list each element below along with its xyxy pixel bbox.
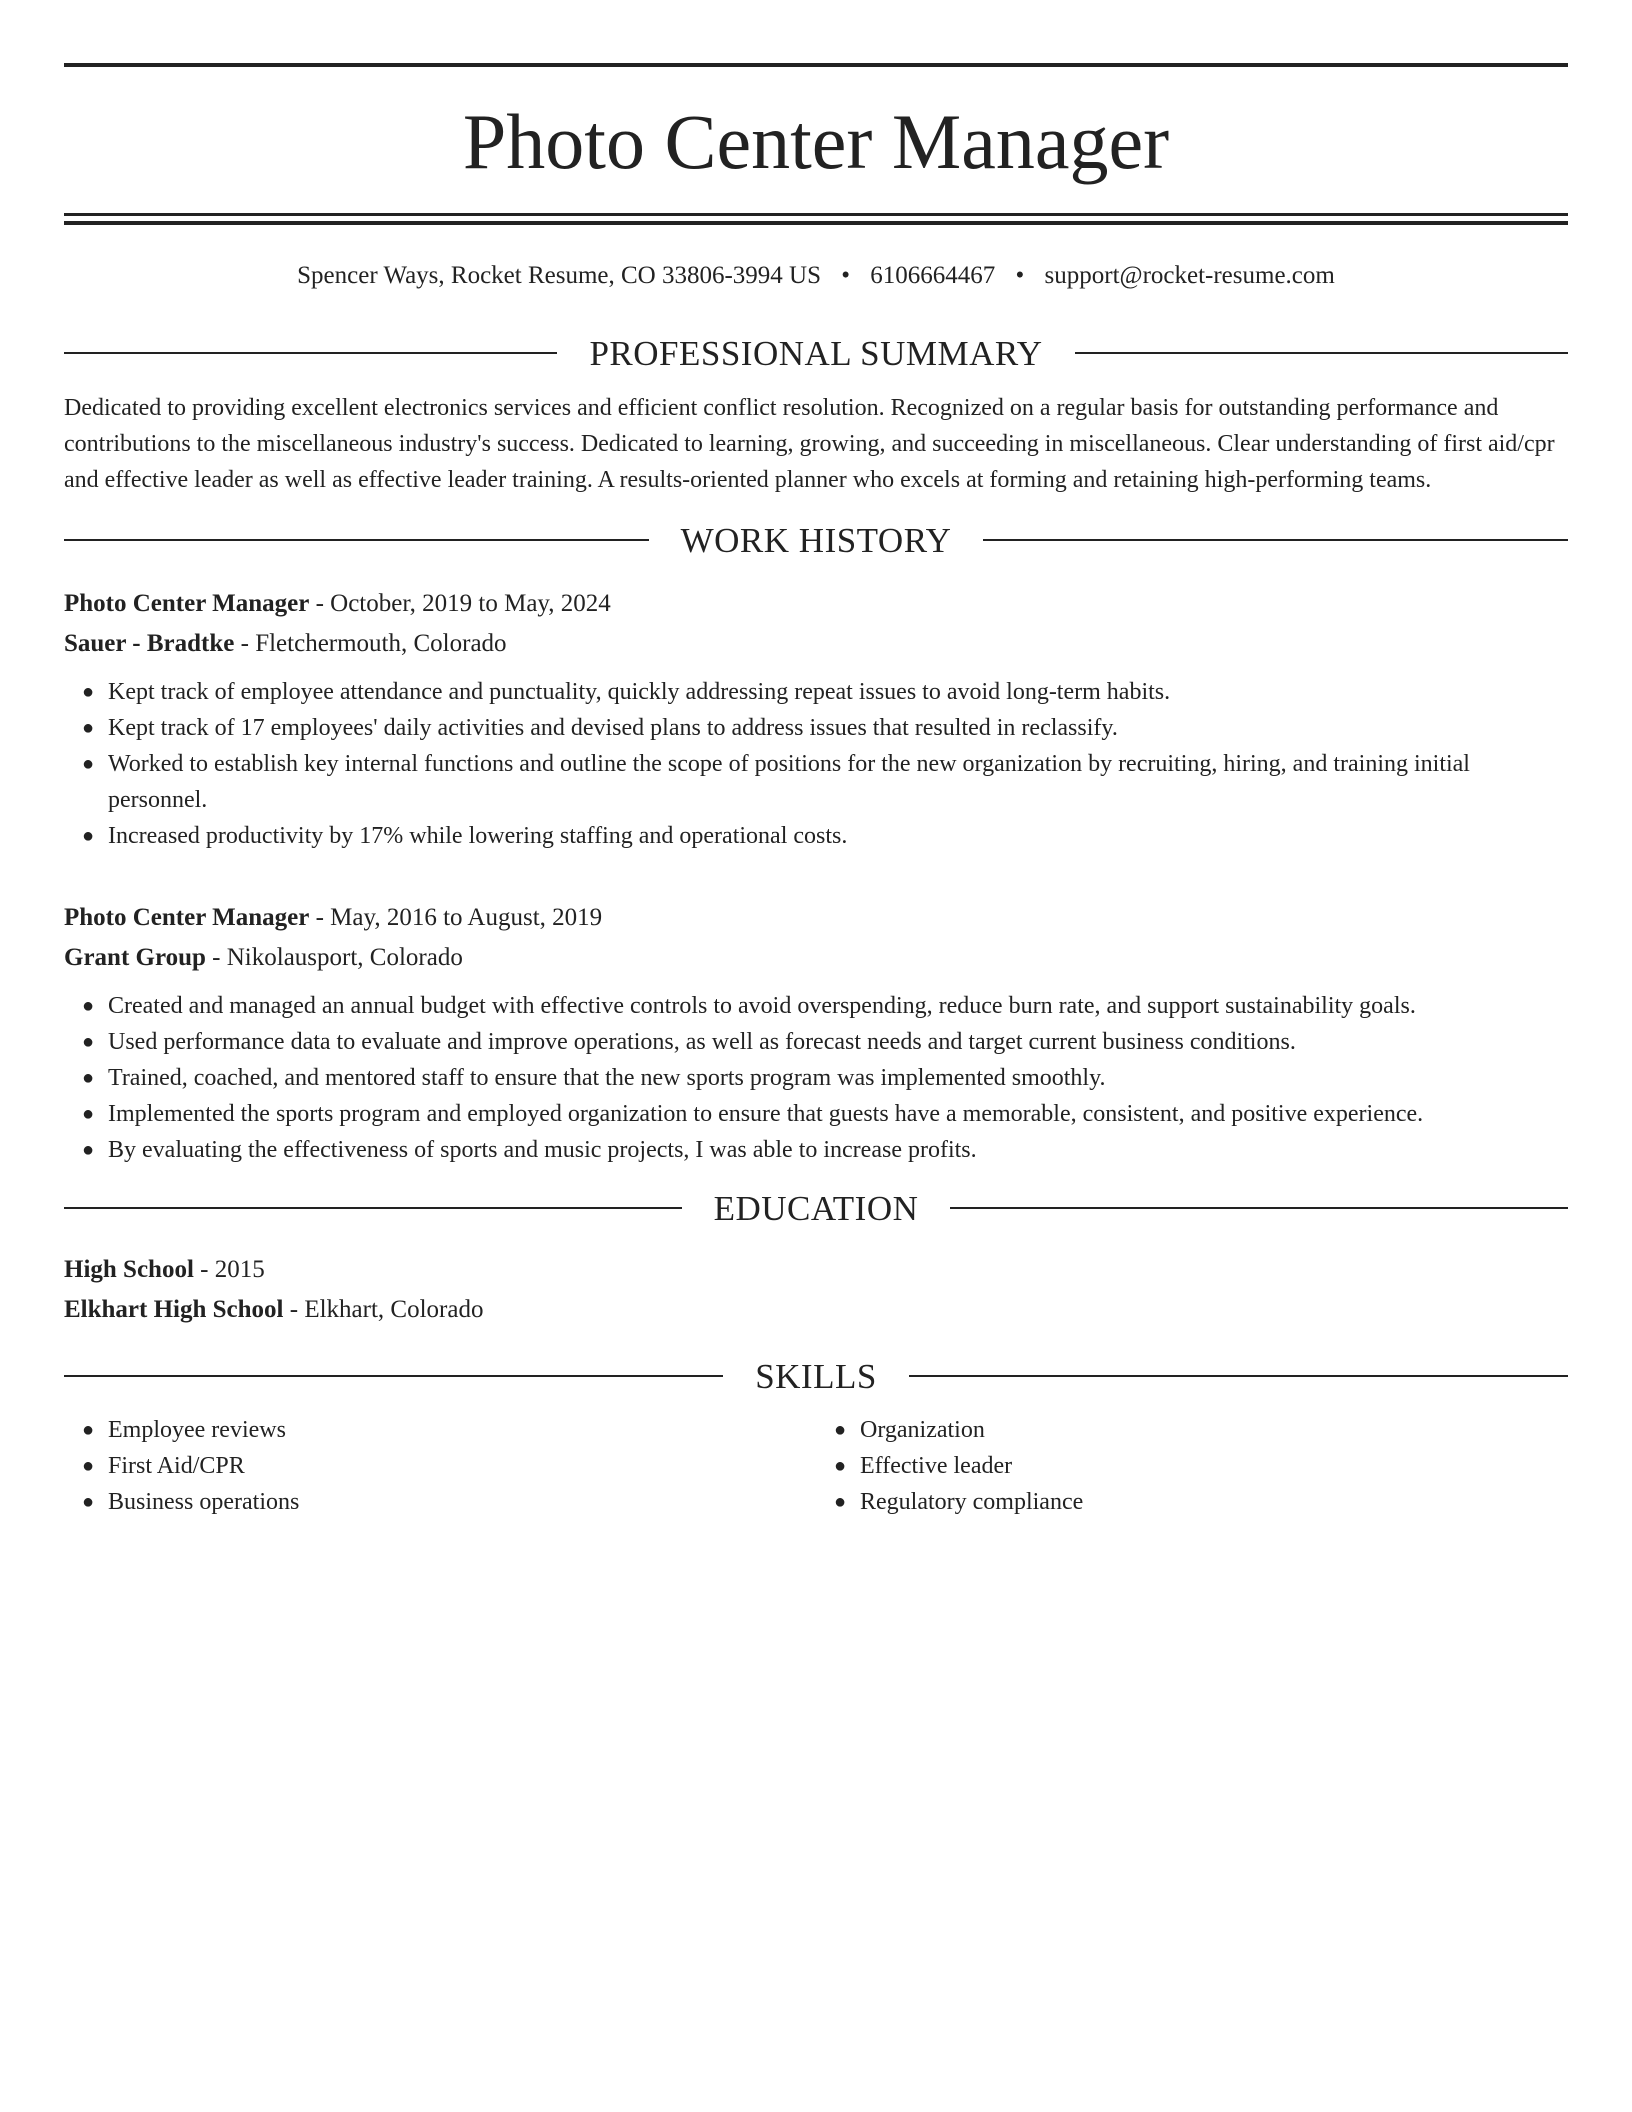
job-company-line <box>64 624 1568 664</box>
bullet-icon: ● <box>82 1491 95 1513</box>
summary-text: Dedicated to providing excellent electronics services and efficient conflict resolution. Recognized on a regular basis for outstanding performance and contributions to the miscellaneous industry's success. Dedicated to learning, growing, and succeeding in miscellaneous. Clear understanding of first aid/cpr and effective leader as well as effective leader training. A results-oriented planner who excels at forming and retaining high-performing teams. <box>64 395 1555 493</box>
bullet-icon: ● <box>82 1455 95 1477</box>
bullet-text: Increased productivity by 17% while lowering staffing and operational costs. <box>108 823 848 849</box>
contact-line <box>64 263 1568 289</box>
section-heading-work <box>64 520 1568 560</box>
job-bullets <box>64 988 1568 1168</box>
contact-separator: • <box>841 262 851 289</box>
education-entry <box>64 1250 1568 1330</box>
job-company-line <box>64 938 1568 978</box>
list-item <box>82 1412 816 1448</box>
bullet-text: Worked to establish key internal functions and outline the scope of positions for the new organization by recruiting, hiring, and training initial personnel. <box>108 751 1470 813</box>
job-entry <box>64 898 1568 1168</box>
education-degree-line <box>64 1250 1568 1290</box>
bullet-icon: ● <box>82 995 95 1017</box>
education-year: - 2015 <box>193 1256 265 1283</box>
bullet-text: Used performance data to evaluate and improve operations, as well as forecast needs and target current business conditions. <box>108 1029 1296 1055</box>
section-title: PROFESSIONAL SUMMARY <box>589 333 1043 373</box>
education-school-line <box>64 1290 1568 1330</box>
heading-rule <box>983 539 1568 541</box>
list-item <box>82 988 1568 1024</box>
heading-rule <box>950 1207 1568 1209</box>
bullet-icon: ● <box>82 1139 95 1161</box>
bullet-icon: ● <box>82 1419 95 1441</box>
job-title: Photo Center Manager <box>64 590 310 617</box>
bullet-icon: ● <box>834 1455 847 1477</box>
skills-column-right <box>816 1412 1568 1520</box>
page-title: Photo Center Manager <box>462 98 1170 185</box>
skill-text: Regulatory compliance <box>860 1489 1084 1515</box>
bullet-text: Implemented the sports program and employed organization to ensure that guests have a memorable, consistent, and positive experience. <box>108 1101 1424 1127</box>
bullet-icon: ● <box>834 1419 847 1441</box>
bullet-icon: ● <box>82 1031 95 1053</box>
bullet-icon: ● <box>82 717 95 739</box>
education-school: Elkhart High School <box>64 1296 284 1323</box>
bullet-icon: ● <box>82 681 95 703</box>
skill-text: First Aid/CPR <box>108 1453 245 1479</box>
list-item <box>834 1448 1568 1484</box>
list-item <box>82 1096 1568 1132</box>
skill-text: Employee reviews <box>108 1417 286 1443</box>
bullet-text: Kept track of 17 employees' daily activities and devised plans to address issues that resulted in reclassify. <box>108 715 1118 741</box>
title-double-rule <box>64 213 1568 225</box>
list-item <box>82 674 1568 710</box>
bullet-icon: ● <box>82 753 95 775</box>
list-item <box>834 1484 1568 1520</box>
bullet-text: Created and managed an annual budget with effective controls to avoid overspending, reduce burn rate, and support sustainability goals. <box>108 993 1416 1019</box>
contact-separator: • <box>1015 262 1025 289</box>
heading-rule <box>64 352 557 354</box>
job-company: Grant Group <box>64 944 206 971</box>
job-location: - Fletchermouth, Colorado <box>234 630 507 657</box>
list-item <box>82 1448 816 1484</box>
bullet-icon: ● <box>82 1103 95 1125</box>
bullet-icon: ● <box>82 1067 95 1089</box>
section-heading-skills <box>64 1356 1568 1396</box>
skills-grid <box>64 1412 1568 1520</box>
job-title: Photo Center Manager <box>64 904 310 931</box>
job-entry <box>64 584 1568 854</box>
job-dates: - October, 2019 to May, 2024 <box>309 590 611 617</box>
list-item <box>82 710 1568 746</box>
skill-text: Business operations <box>108 1489 300 1515</box>
heading-rule <box>1075 352 1568 354</box>
bullet-text: By evaluating the effectiveness of sports and music projects, I was able to increase profits. <box>108 1137 977 1163</box>
bullet-text: Trained, coached, and mentored staff to ensure that the new sports program was implemented smoothly. <box>108 1065 1106 1091</box>
bullet-icon: ● <box>82 825 95 847</box>
section-heading-summary <box>64 333 1568 373</box>
bullet-text: Kept track of employee attendance and punctuality, quickly addressing repeat issues to avoid long-term habits. <box>108 679 1171 705</box>
skill-text: Organization <box>860 1417 985 1443</box>
section-heading-education <box>64 1188 1568 1228</box>
list-item <box>82 1132 1568 1168</box>
job-bullets <box>64 674 1568 854</box>
list-item <box>834 1412 1568 1448</box>
contact-email: support@rocket-resume.com <box>1044 262 1335 289</box>
education-degree: High School <box>64 1256 194 1283</box>
bullet-icon: ● <box>834 1491 847 1513</box>
contact-address: Spencer Ways, Rocket Resume, CO 33806-3994 US <box>297 262 822 289</box>
list-item <box>82 746 1568 818</box>
section-title: WORK HISTORY <box>680 520 952 560</box>
job-dates: - May, 2016 to August, 2019 <box>309 904 603 931</box>
job-title-line <box>64 898 1568 938</box>
section-title: SKILLS <box>755 1356 877 1396</box>
heading-rule <box>64 1375 723 1377</box>
list-item <box>82 818 1568 854</box>
skills-column-left <box>64 1412 816 1520</box>
heading-rule <box>64 539 649 541</box>
contact-phone: 6106664467 <box>870 262 996 289</box>
list-item <box>82 1484 816 1520</box>
job-company: Sauer - Bradtke <box>64 630 235 657</box>
education-location: - Elkhart, Colorado <box>283 1296 484 1323</box>
list-item <box>82 1060 1568 1096</box>
heading-rule <box>64 1207 682 1209</box>
job-location: - Nikolausport, Colorado <box>205 944 463 971</box>
skill-text: Effective leader <box>860 1453 1013 1479</box>
section-title: EDUCATION <box>713 1188 919 1228</box>
heading-rule <box>909 1375 1568 1377</box>
list-item <box>82 1024 1568 1060</box>
job-title-line <box>64 584 1568 624</box>
